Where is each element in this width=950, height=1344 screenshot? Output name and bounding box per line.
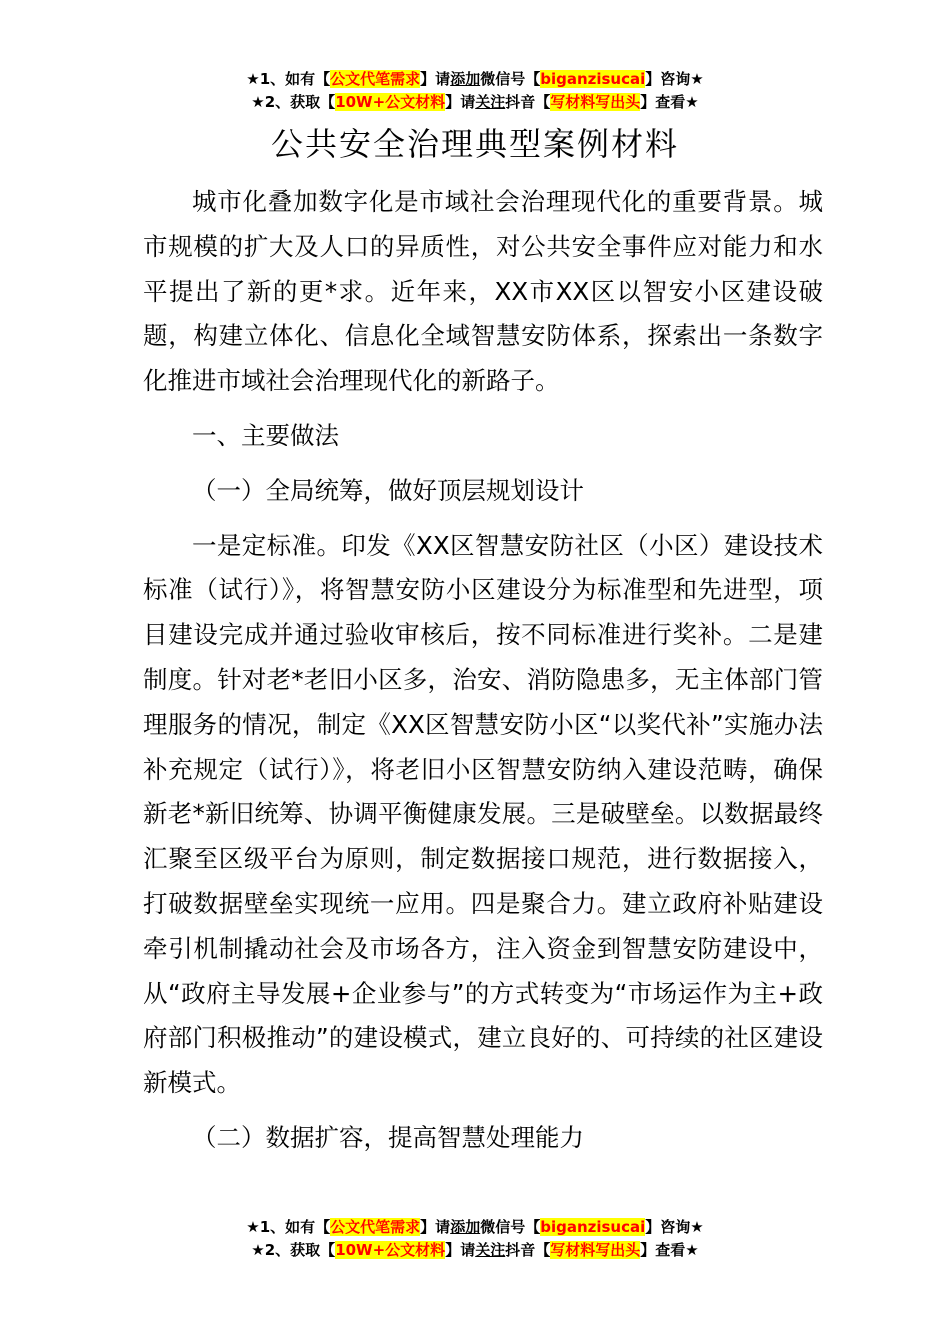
promo-line-2 (0, 1239, 950, 1262)
promo-highlight: biganzisucai (540, 70, 646, 88)
promo-banner-top (0, 68, 950, 114)
promo-text: 微信号【 (480, 70, 541, 88)
promo-text: 】请 (445, 93, 476, 111)
intro-paragraph: 城市化叠加数字化是市域社会治理现代化的重要背景。城市规模的扩大及人口的异质性，对公共安全事件应对能力和水平提出了新的更*求。近年来，XX市XX区以智安小区建设破题，构建立体化、信息化全域智慧安防体系，探索出一条数字化推进市域社会治理现代化的新路子。 (143, 187, 823, 396)
promo-underline: 添加 (450, 1218, 481, 1236)
document-body (143, 180, 823, 1161)
promo-line-2 (0, 91, 950, 114)
promo-underline: 关注 (475, 1241, 506, 1259)
section-heading: 一、主要做法 (192, 420, 339, 450)
promo-text: 抖音【 (505, 1241, 551, 1259)
promo-highlight: 10W+公文材料 (335, 1241, 446, 1259)
promo-text: 】查看★ (640, 93, 699, 111)
promo-highlight: 写材料写出头 (550, 93, 641, 111)
promo-text: ★2、获取【 (251, 1241, 336, 1259)
document-title: 公共安全治理典型案例材料 (270, 125, 679, 163)
promo-text: 】咨询★ (645, 1218, 704, 1236)
promo-highlight: 公文代笔需求 (330, 1218, 421, 1236)
promo-underline: 关注 (475, 93, 506, 111)
body-paragraph: 一是定标准。印发《XX区智慧安防社区（小区）建设技术标准（试行）》，将智慧安防小区建设分为标准型和先进型，项目建设完成并通过验收审核后，按不同标准进行奖补。二是建制度。针对老*老旧小区多，治安、消防隐患多，无主体部门管理服务的情况，制定《XX区智慧安防小区“以奖代补”实施办法补充规定（试行）》，将老旧小区智慧安防纳入建设范畴，确保新老*新旧统筹、协调平衡健康发展。三是破壁垒。以数据最终汇聚至区级平台为原则，制定数据接口规范，进行数据接入，打破数据壁垒实现统一应用。四是聚合力。建立政府补贴建设牵引机制撬动社会及市场各方，注入资金到智慧安防建设中，从“政府主导发展+企业参与”的方式转变为“市场运作为主+政府部门积极推动”的建设模式，建立良好的、可持续的社区建设新模式。 (143, 530, 823, 1098)
promo-text: ★1、如有【 (246, 1218, 331, 1236)
promo-text: 】请 (420, 70, 451, 88)
spacer (143, 514, 823, 524)
subsection-heading: （二）数据扩容，提高智慧处理能力 (192, 1122, 584, 1152)
promo-text: ★1、如有【 (246, 70, 331, 88)
promo-text: ★2、获取【 (251, 93, 336, 111)
promo-line-1 (0, 68, 950, 91)
promo-text: 抖音【 (505, 93, 551, 111)
promo-banner-bottom (0, 1216, 950, 1262)
promo-highlight: 公文代笔需求 (330, 70, 421, 88)
promo-text: 微信号【 (480, 1218, 541, 1236)
promo-line-1 (0, 1216, 950, 1239)
promo-highlight: 10W+公文材料 (335, 93, 446, 111)
promo-underline: 添加 (450, 70, 481, 88)
spacer (143, 1106, 823, 1116)
spacer (143, 404, 823, 414)
subsection-heading: （一）全局统筹，做好顶层规划设计 (192, 475, 584, 505)
promo-highlight: 写材料写出头 (550, 1241, 641, 1259)
promo-highlight: biganzisucai (540, 1218, 646, 1236)
promo-text: 】请 (445, 1241, 476, 1259)
spacer (143, 459, 823, 469)
promo-text: 】咨询★ (645, 70, 704, 88)
promo-text: 】查看★ (640, 1241, 699, 1259)
promo-text: 】请 (420, 1218, 451, 1236)
